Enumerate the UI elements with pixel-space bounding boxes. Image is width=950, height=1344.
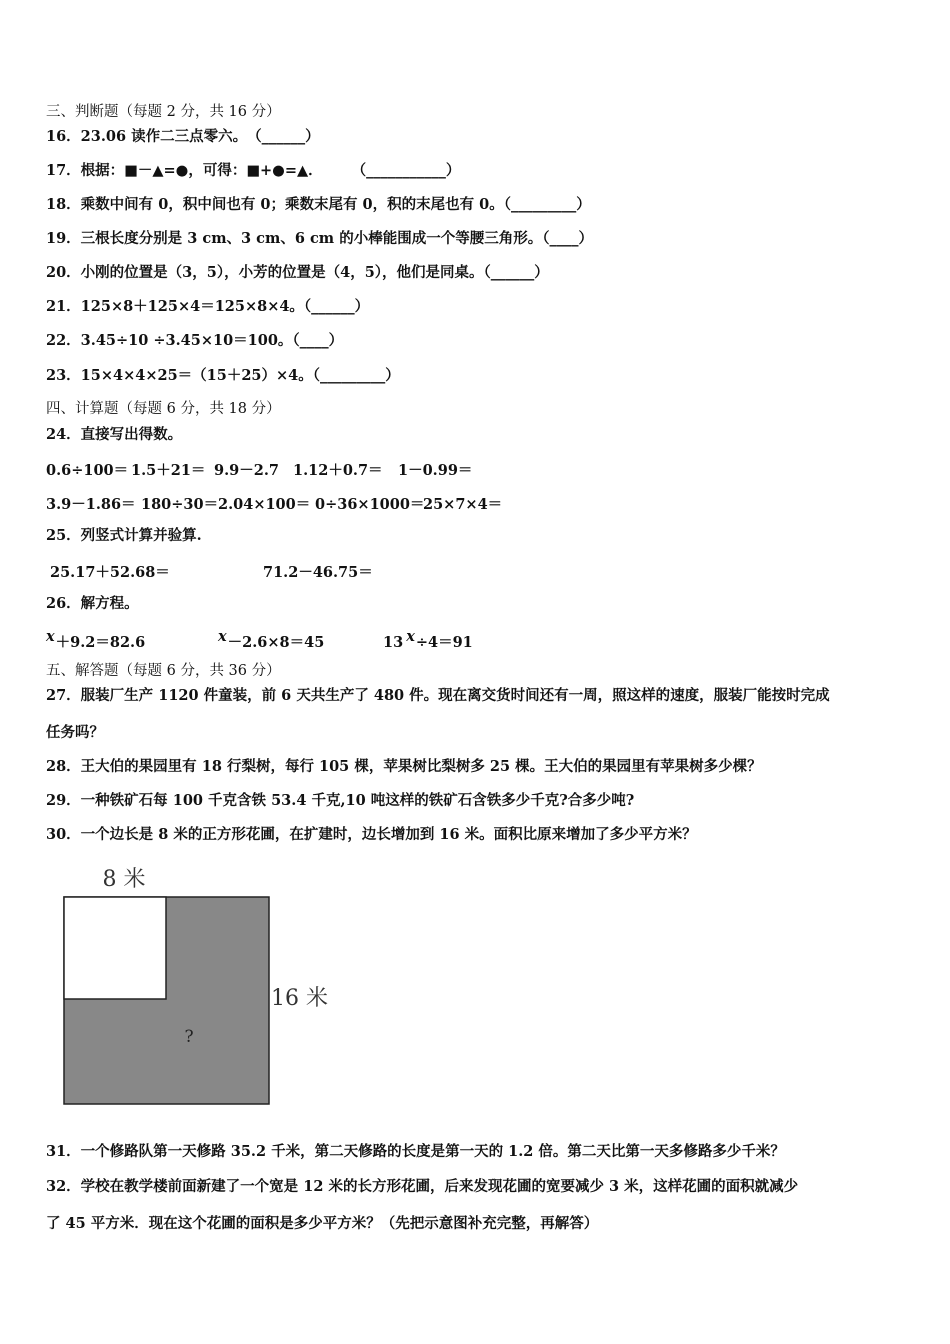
- variable-x: x: [46, 628, 55, 645]
- original-small-square: [64, 897, 166, 999]
- question-27-line-2: 任务吗？: [46, 724, 104, 741]
- variable-x: x: [406, 628, 415, 645]
- calc-item: 0÷36×1000＝: [315, 496, 425, 513]
- calc-item: 3.9－1.86＝: [46, 496, 136, 513]
- top-length-label: 8 米: [102, 867, 146, 892]
- question-27-line-1: 27．服装厂生产 1120 件童装，前 6 天共生产了 480 件。现在离交货时间还有一周，照这样的速度，服装厂能按时完成: [46, 687, 830, 704]
- question-18: 18．乘数中间有 0，积中间也有 0；乘数末尾有 0，积的末尾也有 0。（_________）: [46, 196, 591, 213]
- question-28: 28．王大伯的果园里有 18 行梨树，每行 105 棵，苹果树比梨树多 25 棵。王大伯的果园里有苹果树多少棵？: [46, 758, 762, 775]
- question-19: 19．三根长度分别是 3 cm、3 cm、6 cm 的小棒能围成一个等腰三角形。（____）: [46, 230, 593, 247]
- variable-x: x: [218, 628, 227, 645]
- question-29: 29．一种铁矿石每 100 千克含铁 53.4 千克,10 吨这样的铁矿石含铁多少千克?合多少吨?: [46, 792, 635, 809]
- calc-item: 0.6÷100＝: [46, 462, 129, 479]
- question-30: 30．一个边长是 8 米的正方形花圃，在扩建时，边长增加到 16 米。面积比原来增加了多少平方米？: [46, 826, 697, 843]
- question-32-line-1: 32．学校在教学楼前面新建了一个宽是 12 米的长方形花圃，后来发现花圃的宽要减少 3 米，这样花圃的面积就减少: [46, 1178, 799, 1195]
- question-32-line-2: 了 45 平方米．现在这个花圃的面积是多少平方米？（先把示意图补充完整，再解答）: [46, 1215, 599, 1232]
- calc-item: 25×7×4＝: [423, 496, 503, 513]
- question-22: 22．3.45÷10 ÷3.45×10＝100。（____）: [46, 332, 344, 349]
- question-20: 20．小刚的位置是（3，5），小芳的位置是（4，5），他们是同桌。（______）: [46, 264, 549, 281]
- calc-item: 1－0.99＝: [398, 462, 473, 479]
- equation-2: x－2.6×8＝45: [218, 628, 325, 651]
- equation-1: x＋9.2＝82.6: [46, 628, 146, 651]
- section-5-heading: 五、解答题（每题 6 分，共 36 分）: [46, 663, 281, 679]
- equation-3: 13 x÷4＝91: [383, 628, 473, 651]
- section-3-heading: 三、判断题（每题 2 分，共 16 分）: [46, 104, 281, 120]
- question-24: 24．直接写出得数。: [46, 426, 183, 443]
- question-23: 23．15×4×4×25＝（15＋25）×4。（_________）: [46, 367, 400, 384]
- question-21: 21．125×8＋125×4＝125×8×4。（______）: [46, 298, 370, 315]
- vertical-calc-item: 25.17＋52.68＝: [50, 564, 170, 581]
- question-31: 31．一个修路队第一天修路 35.2 千米，第二天修路的长度是第一天的 1.2 倍。第二天比第一天多修路多少千米？: [46, 1143, 785, 1160]
- calc-item: 1.12＋0.7＝: [293, 462, 383, 479]
- section-4-heading: 四、计算题（每题 6 分，共 18 分）: [46, 401, 281, 417]
- calc-item: 1.5＋21＝: [131, 462, 206, 479]
- question-26: 26．解方程。: [46, 595, 139, 612]
- question-17: 17．根据：■－▲=●，可得：■+●=▲． （___________）: [46, 162, 461, 179]
- calc-item: 180÷30＝: [141, 496, 219, 513]
- question-25: 25．列竖式计算并验算.: [46, 527, 202, 544]
- vertical-calc-item: 71.2－46.75＝: [263, 564, 373, 581]
- garden-expansion-figure: [50, 862, 335, 1112]
- calc-item: 2.04×100＝: [218, 496, 311, 513]
- side-length-label: 16 米: [271, 986, 328, 1011]
- unknown-area-mark: ?: [184, 1027, 194, 1047]
- question-16: 16．23.06 读作二三点零六。 （______）: [46, 128, 320, 145]
- calc-item: 9.9－2.7: [214, 462, 279, 479]
